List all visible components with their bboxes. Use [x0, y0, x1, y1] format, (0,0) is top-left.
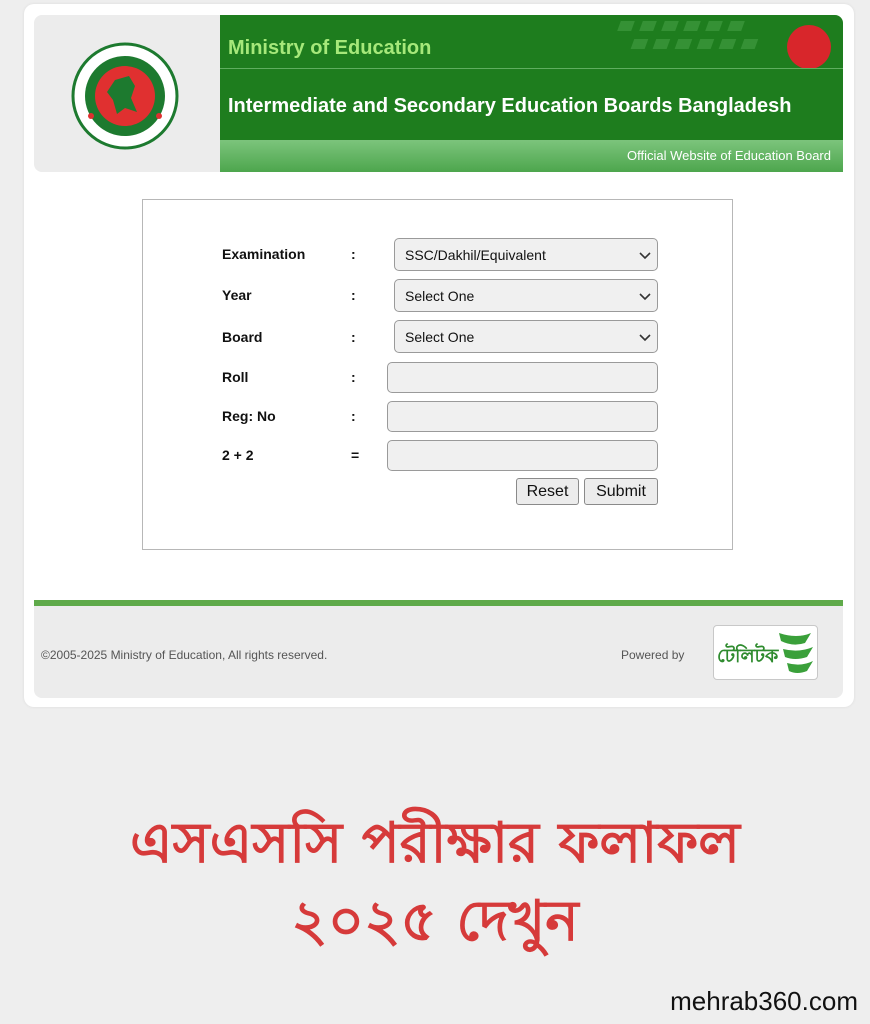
footer: [34, 606, 843, 698]
header-banner: [220, 15, 843, 140]
copyright-text: ©2005-2025 Ministry of Education, All rights reserved.: [41, 648, 328, 662]
examination-colon: :: [351, 246, 356, 262]
year-select[interactable]: [394, 279, 658, 312]
board-colon: :: [351, 329, 356, 345]
board-label: Board: [222, 329, 263, 345]
boards-title: Intermediate and Secondary Education Boards Bangladesh: [228, 95, 792, 117]
captcha-equals: =: [351, 447, 360, 463]
roll-label: Roll: [222, 369, 249, 385]
reset-button[interactable]: Reset: [516, 478, 579, 505]
teletalk-swoosh-icon: [775, 629, 815, 677]
roll-colon: :: [351, 369, 356, 385]
header-subbar: [220, 140, 843, 172]
result-page-card: [24, 4, 854, 707]
chevron-down-icon: [639, 249, 651, 261]
board-select[interactable]: [394, 320, 658, 353]
roll-input[interactable]: [387, 362, 658, 393]
site-watermark: mehrab360.com: [670, 986, 858, 1016]
reg-no-colon: :: [351, 408, 356, 424]
year-select-value: Select One: [405, 288, 475, 304]
teletalk-logo-text: টেলিটক: [717, 646, 779, 667]
powered-by-text: Powered by: [621, 648, 685, 662]
captcha-label: 2 + 2: [222, 447, 254, 463]
promo-caption-line1: এসএসসি পরীক্ষার ফলাফল: [130, 811, 740, 876]
chevron-down-icon: [639, 290, 651, 302]
promo-caption-line2: ২০২৫ দেখুন: [291, 889, 579, 954]
year-colon: :: [351, 287, 356, 303]
chevron-down-icon: [639, 331, 651, 343]
ministry-title: Ministry of Education: [228, 37, 432, 59]
captcha-input[interactable]: [387, 440, 658, 471]
teletalk-logo[interactable]: [713, 625, 818, 680]
examination-select[interactable]: [394, 238, 658, 271]
logo-panel: [34, 15, 220, 172]
year-label: Year: [222, 287, 252, 303]
reg-no-input[interactable]: [387, 401, 658, 432]
flag-pattern-icon: [583, 15, 843, 68]
submit-button[interactable]: Submit: [584, 478, 658, 505]
official-website-text: Official Website of Education Board: [626, 148, 831, 163]
examination-label: Examination: [222, 246, 306, 262]
reg-no-label: Reg: No: [222, 408, 276, 424]
board-select-value: Select One: [405, 329, 475, 345]
banner-divider: [220, 68, 843, 69]
government-seal-icon: [71, 42, 179, 150]
examination-select-value: SSC/Dakhil/Equivalent: [405, 247, 546, 263]
